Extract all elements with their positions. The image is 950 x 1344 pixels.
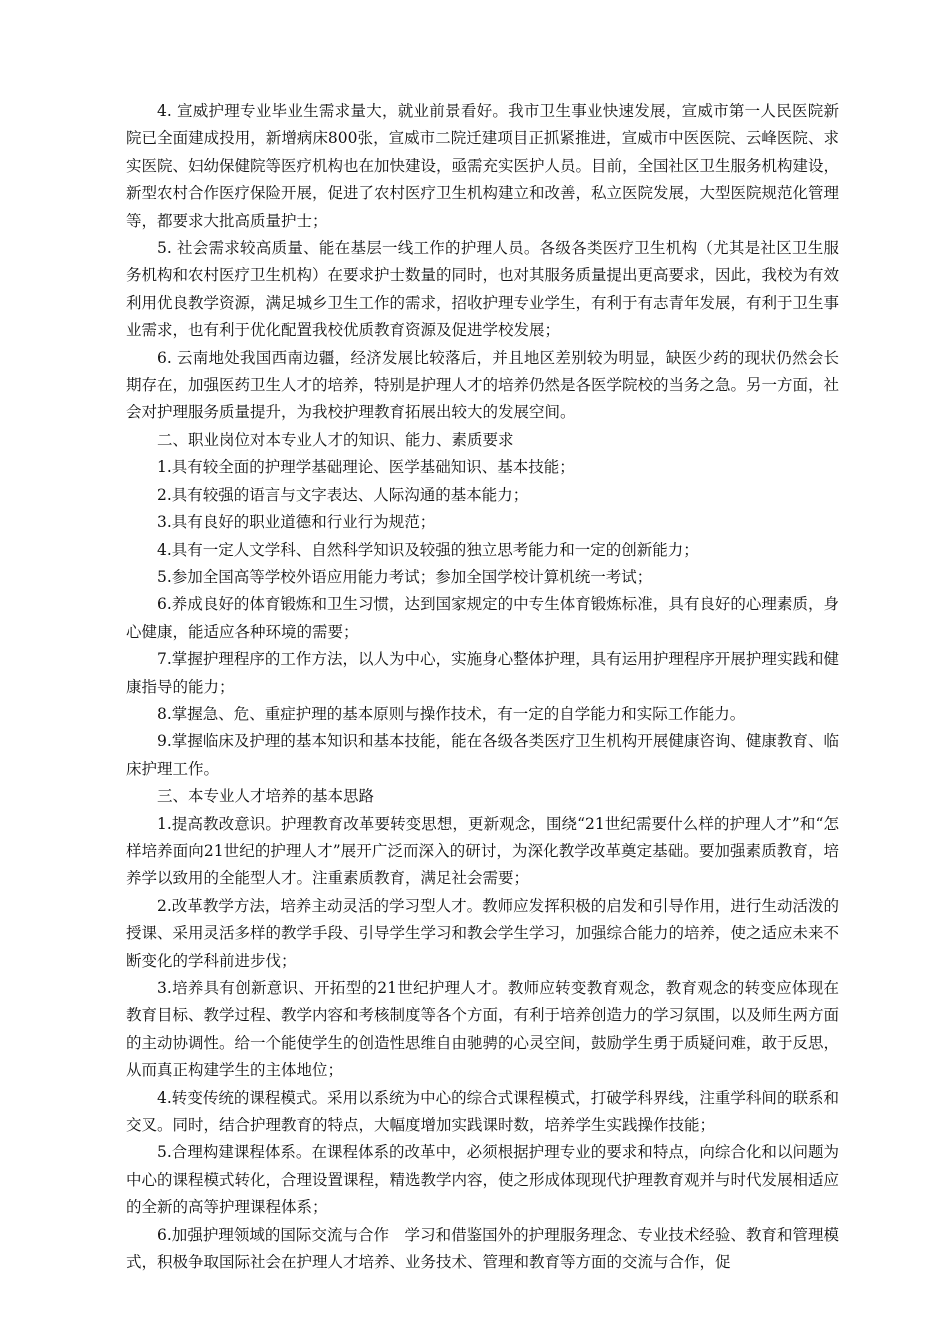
list-item-requirement-1: 1.具有较全面的护理学基础理论、医学基础知识、基本技能；	[157, 458, 575, 477]
list-item-approach-5: 5.合理构建课程体系。在课程体系的改革中，必须根据护理专业的要求和特点，向综合化和以问题为中心的课程模式转化，合理设置课程，精选教学内容，使之形成体现现代护理教育观并与时代发展相适应的全新的高等护理课程体系；	[126, 1143, 840, 1217]
list-item-approach-2: 2.改革教学方法，培养主动灵活的学习型人才。教师应发挥积极的启发和引导作用，进行生动活泼的授课、采用灵活多样的教学手段、引导学生学习和教会学生学习，加强综合能力的培养，使之适应未来不断变化的学科前进步伐；	[126, 896, 840, 970]
paragraph-social-demand: 5. 社会需求较高质量、能在基层一线工作的护理人员。各级各类医疗卫生机构（尤其是社区卫生服务机构和农村医疗卫生机构）在要求护士数量的同时，也对其服务质量提出更高要求，因此，我校为有效利用优良教学资源，满足城乡卫生工作的需求，招收护理专业学生，有利于有志青年发展，有利于卫生事业需求，也有利于优化配置我校优质教育资源及促进学校发展；	[126, 239, 840, 340]
list-item-requirement-9: 9.掌握临床及护理的基本知识和基本技能，能在各级各类医疗卫生机构开展健康咨询、健康教育、临床护理工作。	[126, 732, 839, 778]
list-item-requirement-6: 6.养成良好的体育锻炼和卫生习惯，达到国家规定的中专生体育锻炼标准，具有良好的心理素质，身心健康，能适应各种环境的需要；	[126, 595, 839, 641]
list-item-requirement-2: 2.具有较强的语言与文字表达、人际沟通的基本能力；	[157, 485, 529, 504]
section-heading-requirements: 二、职业岗位对本专业人才的知识、能力、素质要求	[157, 430, 514, 449]
list-item-approach-6: 6.加强护理领域的国际交流与合作 学习和借鉴国外的护理服务理念、专业技术经验、教育和管理模式，积极争取国际社会在护理人才培养、业务技术、管理和教育等方面的交流与合作，促	[126, 1225, 839, 1272]
list-item-requirement-3: 3.具有良好的职业道德和行业行为规范；	[157, 513, 436, 532]
list-item-approach-1: 1.提高教改意识。护理教育改革要转变思想，更新观念，围绕“21世纪需要什么样的护理人才”和“怎样培养面向21世纪的护理人才”展开广泛而深入的研讨，为深化教学改革奠定基础。要加强素质教育，培养学以致用的全能型人才。注重素质教育，满足社会需要；	[126, 814, 839, 888]
list-item-requirement-7: 7.掌握护理程序的工作方法，以人为中心，实施身心整体护理，具有运用护理程序开展护理实践和健康指导的能力；	[126, 650, 839, 696]
paragraph-demand-graduates: 4. 宣威护理专业毕业生需求量大，就业前景看好。我市卫生事业快速发展，宣威市第一人民医院新院已全面建成投用，新增病床800张，宣威市二院迁建项目正抓紧推进，宣威市中医医院、云峰医院、求实医院、妇幼保健院等医疗机构也在加快建设，亟需充实医护人员。目前，全国社区卫生服务机构建设，新型农村合作医疗保险开展，促进了农村医疗卫生机构建立和改善，私立医院发展，大型医院规范化管理等，都要求大批高质量护士；	[126, 102, 840, 230]
section-heading-approach: 三、本专业人才培养的基本思路	[157, 787, 375, 806]
list-item-requirement-4: 4.具有一定人文学科、自然科学知识及较强的独立思考能力和一定的创新能力；	[157, 540, 699, 559]
list-item-requirement-5: 5.参加全国高等学校外语应用能力考试；参加全国学校计算机统一考试；	[157, 567, 653, 586]
list-item-approach-3: 3.培养具有创新意识、开拓型的21世纪护理人才。教师应转变教育观念，教育观念的转变应体现在教育目标、教学过程、教学内容和考核制度等各个方面，有利于培养创造力的学习氛围，以及师生两方面的主动协调性。给一个能使学生的创造性思维自由驰骋的心灵空间，鼓励学生勇于质疑问难，敢于反思，从而真正构建学生的主体地位；	[126, 979, 840, 1080]
paragraph-yunnan-context: 6. 云南地处我国西南边疆，经济发展比较落后，并且地区差别较为明显，缺医少药的现状仍然会长期存在，加强医药卫生人才的培养，特别是护理人才的培养仍然是各医学院校的当务之急。另一方面，社会对护理服务质量提升，为我校护理教育拓展出较大的发展空间。	[126, 348, 840, 422]
list-item-approach-4: 4.转变传统的课程模式。采用以系统为中心的综合式课程模式，打破学科界线，注重学科间的联系和交叉。同时，结合护理教育的特点，大幅度增加实践课时数，培养学生实践操作技能；	[126, 1088, 839, 1135]
list-item-requirement-8: 8.掌握急、危、重症护理的基本原则与操作技术，有一定的自学能力和实际工作能力。	[157, 704, 746, 723]
document-body	[126, 98, 839, 1276]
